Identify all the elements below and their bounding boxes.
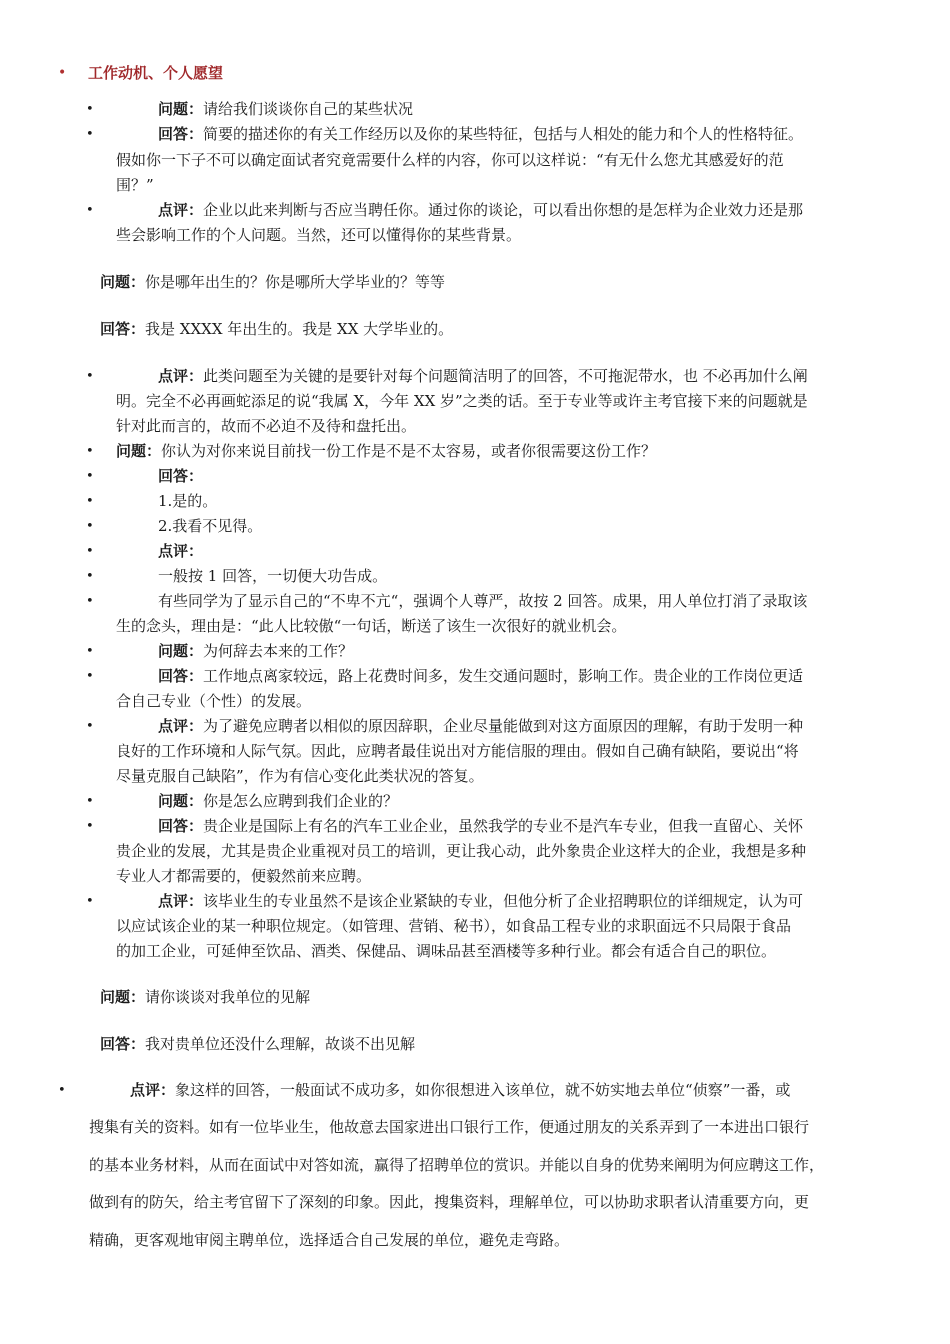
comment-text: 的基本业务材料，从而在面试中对答如流，赢得了招聘单位的赏识。并能以自身的优势来阐明为何应聘这工作， [89, 1156, 825, 1174]
answer-label: 回答： [100, 1035, 146, 1053]
comment-text: 的加工企业，可延伸至饮品、酒类、保健品、调味品甚至酒楼等多种行业。都会有适合自己的职位。 [116, 942, 777, 960]
question-text: 你认为对你来说目前找一份工作是不是不太容易，或者你很需要这份工作？ [161, 442, 657, 460]
bullet-icon: • [86, 644, 94, 659]
comment-label: 点评： [158, 201, 204, 219]
bullet-icon: • [86, 494, 94, 509]
bullet-icon: • [86, 594, 94, 609]
plain-question [100, 985, 310, 1010]
comment-text: 以应试该企业的某一种职位规定。（如管理、营销、秘书），如食品工程专业的求职面远不只局限于食品 [116, 917, 792, 935]
comment-text: 良好的工作环境和人际气氛。因此，应聘者最佳说出对方能信服的理由。假如自己确有缺陷，要说出“将 [116, 742, 799, 760]
comment-text: 一般按 1 回答，一切便大功告成。 [158, 567, 388, 585]
comment-text: 做到有的防矢，给主考官留下了深刻的印象。因此，搜集资料，理解单位，可以协助求职者认清重要方向，更 [89, 1193, 810, 1211]
answer-text: 贵企业是国际上有名的汽车工业企业，虽然我学的专业不是汽车专业，但我一直留心、关怀 [203, 817, 804, 835]
option-text: 2.我看不见得。 [158, 517, 263, 535]
comment-text: 象这样的回答，一般面试不成功多，如你很想进入该单位，就不妨实地去单位“侦察”一番，或 [175, 1081, 791, 1099]
answer-text: 专业人才都需要的，便毅然前来应聘。 [116, 867, 372, 885]
comment-text: 尽量克服自己缺陷”，作为有信心变化此类状况的答复。 [116, 767, 484, 785]
comment-text: 精确，更客观地审阅主聘单位，选择适合自己发展的单位，避免走弯路。 [89, 1231, 570, 1249]
question-text: 为何辞去本来的工作？ [203, 642, 354, 660]
bullet-icon: • [86, 444, 94, 459]
option-text: 1.是的。 [158, 492, 218, 510]
comment-text: 此类问题至为关键的是要针对每个问题简洁明了的回答，不可拖泥带水，也 不必再加什么阐 [203, 367, 808, 385]
answer-text: 我是 XXXX 年出生的。我是 XX 大学毕业的。 [145, 320, 454, 338]
answer-text: 工作地点离家较远，路上花费时间多，发生交通问题时，影响工作。贵企业的工作岗位更适 [203, 667, 804, 685]
comment-text: 该毕业生的专业虽然不是该企业紧缺的专业，但他分析了企业招聘职位的详细规定，认为可 [203, 892, 804, 910]
answer-text: 贵企业的发展，尤其是贵企业重视对员工的培训，更让我心动，此外象贵企业这样大的企业，我想是多种 [116, 842, 807, 860]
bullet-icon: • [86, 519, 94, 534]
answer-text: 简要的描述你的有关工作经历以及你的某些特征，包括与人相处的能力和个人的性格特征。 [203, 125, 804, 143]
bullet-icon: • [86, 794, 94, 809]
bullet-icon: • [86, 127, 94, 142]
comment-label: 点评： [158, 367, 204, 385]
comment-text: 明。完全不必再画蛇添足的说“我属 X，今年 XX 岁”之类的话。至于专业等或许主考官接下来的问题就是 [116, 392, 808, 410]
bullet-icon: • [86, 669, 94, 684]
bullet-icon: • [86, 203, 94, 218]
bullet-icon: • [86, 894, 94, 909]
comment-text: 些会影响工作的个人问题。当然，还可以懂得你的某些背景。 [116, 226, 522, 244]
answer-label: 回答： [158, 125, 204, 143]
final-comment [130, 1078, 790, 1103]
comment-label: 点评： [158, 542, 204, 560]
comment-text: 针对此而言的，故而不必迫不及待和盘托出。 [116, 417, 417, 435]
answer-text: 围？” [116, 176, 154, 194]
question-text: 你是怎么应聘到我们企业的？ [203, 792, 399, 810]
bullet-icon: • [86, 544, 94, 559]
question-label: 问题： [100, 988, 146, 1006]
bullet-icon: • [86, 369, 94, 384]
comment-label: 点评： [158, 892, 204, 910]
answer-text: 合自己专业（个性）的发展。 [116, 692, 312, 710]
answer-text: 我对贵单位还没什么理解，故谈不出见解 [145, 1035, 416, 1053]
answer-label: 回答： [158, 817, 204, 835]
comment-text: 企业以此来判断与否应当聘任你。通过你的谈论，可以看出你想的是怎样为企业效力还是那 [203, 201, 804, 219]
comment-label: 点评： [158, 717, 204, 735]
comment-text: 生的念头，理由是：“此人比较傲“一句话，断送了该生一次很好的就业机会。 [116, 617, 627, 635]
comment-text: 为了避免应聘者以相似的原因辞职，企业尽量能做到对这方面原因的理解，有助于发明一种 [203, 717, 804, 735]
answer-label: 回答： [158, 467, 204, 485]
answer-label: 回答： [158, 667, 204, 685]
bullet-icon: • [86, 569, 94, 584]
section-heading [58, 62, 223, 83]
question-label: 问题： [116, 442, 162, 460]
question-text: 请给我们谈谈你自己的某些状况 [203, 100, 414, 118]
bullet-icon: • [86, 819, 94, 834]
bullet-icon: • [86, 102, 94, 117]
answer-text: 假如你一下子不可以确定面试者究竟需要什么样的内容，你可以这样说：“有无什么您尤其感爱好的范 [116, 151, 784, 169]
comment-text: 有些同学为了显示自己的“不卑不亢“，强调个人尊严，故按 2 回答。成果，用人单位打消了录取该 [158, 592, 808, 610]
comment-text: 搜集有关的资料。如有一位毕业生，他故意去国家进出口银行工作，便通过朋友的关系弄到了一本进出口银行 [89, 1118, 810, 1136]
bullet-icon: • [86, 719, 94, 734]
question-label: 问题： [158, 792, 204, 810]
plain-question [100, 270, 445, 295]
question-label: 问题： [158, 642, 204, 660]
question-label: 问题： [158, 100, 204, 118]
question-label: 问题： [100, 273, 146, 291]
answer-label: 回答： [100, 320, 146, 338]
plain-answer [100, 317, 453, 342]
section-heading-text: 工作动机、个人愿望 [88, 64, 224, 82]
comment-label: 点评： [130, 1081, 176, 1099]
bullet-icon: • [58, 1083, 66, 1098]
plain-answer [100, 1032, 415, 1057]
question-text: 请你谈谈对我单位的见解 [145, 988, 311, 1006]
bullet-icon: • [86, 469, 94, 484]
question-text: 你是哪年出生的？你是哪所大学毕业的？等等 [145, 273, 446, 291]
bullet-icon: • [58, 64, 67, 81]
